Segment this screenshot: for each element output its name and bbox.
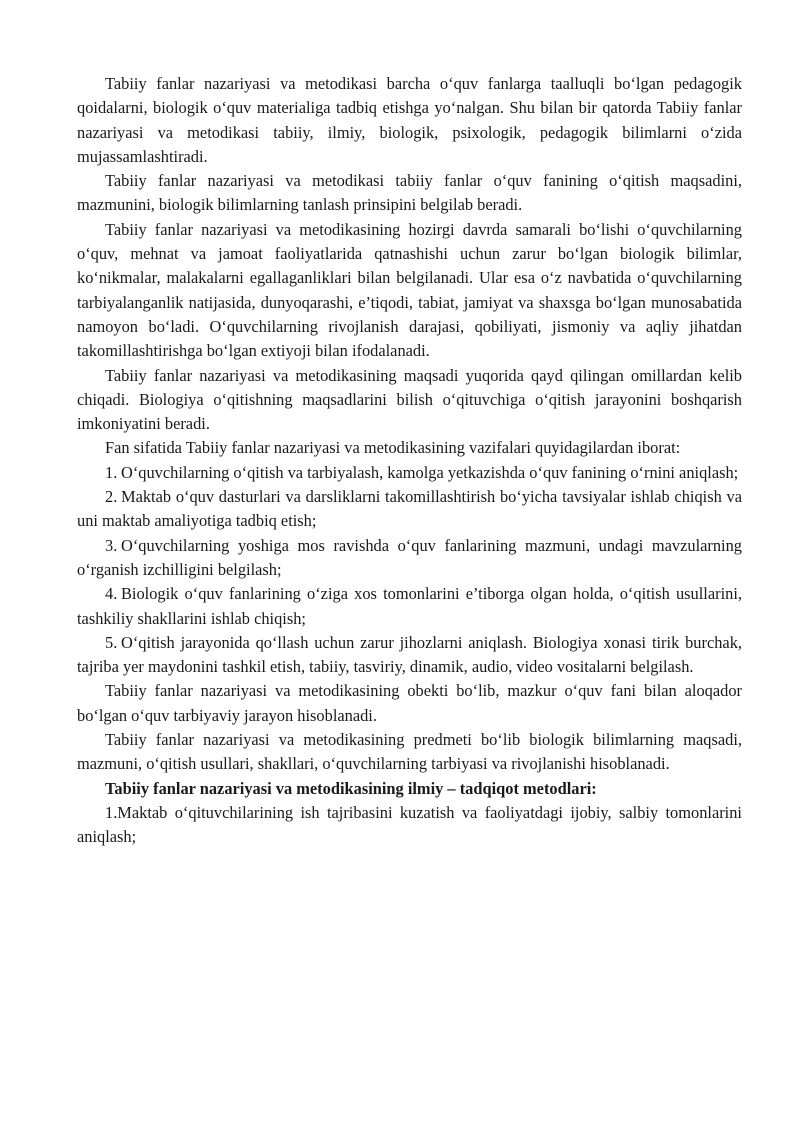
list-item-number: 4. — [105, 584, 118, 604]
tasks-list — [77, 461, 742, 680]
list-item-text: O‘quvchilarning o‘qitish va tarbiyalash, kamolga yetkazishda o‘quv fanining o‘rnini aniqlash; — [121, 462, 739, 482]
paragraph-object: Tabiiy fanlar nazariyasi va metodikasining obekti bo‘lib, mazkur o‘quv fani bilan aloqador bo‘lgan o‘quv tarbiyaviy jarayon hisoblanadi. — [77, 681, 742, 725]
paragraph-intro: Tabiiy fanlar nazariyasi va metodikasi barcha o‘quv fanlarga taalluqli bo‘lgan pedagogik qoidalarni, biologik o‘quv materialiga tadbiq etishga yo‘nalgan. Shu bilan bir qatorda Tabiiy fanlar nazariyasi va metodikasi tabiiy, ilmiy, biologik, psixologik, pedagogik bilimlarni o‘zida mujassamlashtiradi. — [77, 74, 742, 166]
list-item-text: Biologik o‘quv fanlarining o‘ziga xos tomonlarini e’tiborga olgan holda, o‘qitish usullarini, tashkiliy shakllarini ishlab chiqish; — [77, 584, 742, 628]
paragraph-effectiveness: Tabiiy fanlar nazariyasi va metodikasining hozirgi davrda samarali bo‘lishi o‘quvchilarning o‘quv, mehnat va jamoat faoliyatlarida qatnashishi uchun zarur bo‘lgan biologik bilimlar, ko‘nikmalar, malakalarni egallaganliklari bilan belgilanadi. Ular esa o‘z navbatida o‘quvchilarning tarbiyalanganlik natijasida, dunyoqarashi, e’tiqodi, tabiat, jamiyat va shaxsga bo‘lgan munosabatida namoyon bo‘ladi. O‘quvchilarning rivojlanish darajasi, qobiliyati, jismoniy va aqliy jihatdan takomillashtirishga bo‘lgan extiyoji bilan ifodalanadi. — [77, 219, 742, 361]
list-item-number: 5. — [105, 632, 118, 652]
list-item — [77, 534, 742, 583]
paragraph-goals: Tabiiy fanlar nazariyasi va metodikasi tabiiy fanlar o‘quv fanining o‘qitish maqsadini, mazmunini, biologik bilimlarning tanlash prinsipini belgilab beradi. — [77, 171, 742, 215]
list-item-text: O‘quvchilarning yoshiga mos ravishda o‘quv fanlarining mazmuni, undagi mavzularning o‘rganish izchilligini belgilash; — [77, 535, 742, 579]
paragraph-tasks-intro: Fan sifatida Tabiiy fanlar nazariyasi va metodikasining vazifalari quyidagilardan iborat: — [105, 438, 681, 458]
list-item-number: 3. — [105, 535, 118, 555]
list-item — [77, 485, 742, 534]
list-item — [77, 461, 742, 485]
paragraph-purpose: Tabiiy fanlar nazariyasi va metodikasining maqsadi yuqorida qayd qilingan omillardan kelib chiqadi. Biologiya o‘qitishning maqsadlarini bilish o‘qituvchiga o‘qitish jarayonini boshqarish imkoniyatini beradi. — [77, 365, 742, 434]
document-page — [77, 72, 742, 850]
section-heading: Tabiiy fanlar nazariyasi va metodikasining ilmiy – tadqiqot metodlari: — [105, 778, 597, 798]
list-item — [77, 582, 742, 631]
method-item: 1.Maktab o‘qituvchilarining ish tajribasini kuzatish va faoliyatdagi ijobiy, salbiy tomonlarini aniqlash; — [77, 802, 742, 847]
list-item — [77, 631, 742, 680]
paragraph-subject: Tabiiy fanlar nazariyasi va metodikasining predmeti bo‘lib biologik bilimlarning maqsadi, mazmuni, o‘qitish usullari, shakllari, o‘quvchilarning tarbiyasi va rivojlanishi hisoblanadi. — [77, 730, 742, 774]
list-item-text: O‘qitish jarayonida qo‘llash uchun zarur jihozlarni aniqlash. Biologiya xonasi tirik burchak, tajriba yer maydonini tashkil etish, tabiiy, tasviriy, dinamik, audio, video vositalarni belgilash. — [77, 632, 742, 677]
list-item-text: Maktab o‘quv dasturlari va darsliklarni takomillashtirish bo‘yicha tavsiyalar ishlab chiqish va uni maktab amaliyotiga tadbiq etish; — [77, 487, 742, 531]
list-item-number: 1. — [105, 462, 118, 482]
list-item-number: 2. — [105, 487, 118, 507]
